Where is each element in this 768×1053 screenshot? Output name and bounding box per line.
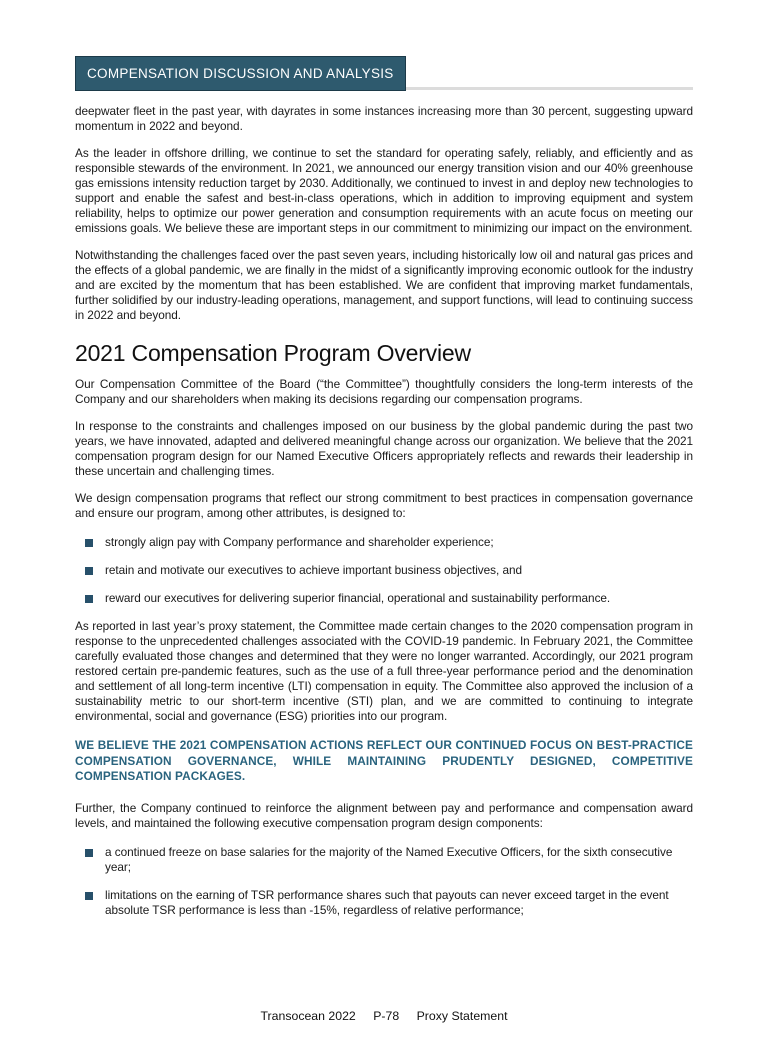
page-footer bbox=[0, 1009, 768, 1023]
paragraph-deepwater: deepwater fleet in the past year, with dayrates in some instances increasing more than 30 percent, suggesting upward momentum in 2022 and beyond. bbox=[75, 104, 693, 133]
square-bullet-icon bbox=[85, 849, 93, 857]
paragraph-design: We design compensation programs that reflect our strong commitment to best practices in compensation governance and ensure our program, among other attributes, is designed to: bbox=[75, 491, 693, 520]
list-item-text: retain and motivate our executives to achieve important business objectives, and bbox=[105, 563, 522, 577]
list-item-text: reward our executives for delivering superior financial, operational and sustainability performance. bbox=[105, 591, 611, 605]
section-heading: 2021 Compensation Program Overview bbox=[75, 340, 471, 366]
list-item bbox=[75, 535, 693, 550]
paragraph-committee: Our Compensation Committee of the Board (“the Committee”) thoughtfully considers the long-term interests of the Company and our shareholders when making its decisions regarding our compensation programs. bbox=[75, 377, 693, 406]
square-bullet-icon bbox=[85, 539, 93, 547]
callout-paragraph: WE BELIEVE THE 2021 COMPENSATION ACTIONS REFLECT OUR CONTINUED FOCUS ON BEST-PRACTICE COMPENSATION GOVERNANCE, WHILE MAINTAINING PRUDENTLY DESIGNED, COMPETITIVE COMPENSATION PACKAGES. bbox=[75, 738, 693, 783]
paragraph-leader: As the leader in offshore drilling, we continue to set the standard for operating safely, reliably, and efficiently and as responsible stewards of the environment. In 2021, we announced our energy transition vision and our 40% greenhouse gas emissions intensity reduction target by 2030. Additionally, we continued to invest in and deploy new technologies to support and enable the safest and best-in-class operations, which in addition to improving equipment and system reliability, helps to optimize our power generation and consumption requirements with an acute focus on meeting our emissions goals. We believe these are important steps in our commitment to minimizing our impact on the environment. bbox=[75, 146, 693, 235]
footer-page-number: P-78 bbox=[373, 1009, 400, 1023]
footer-doc-title: Proxy Statement bbox=[416, 1009, 508, 1023]
paragraph-reported: As reported in last year’s proxy statement, the Committee made certain changes to the 2020 compensation program in response to the unprecedented challenges associated with the COVID-19 pandemic. In February 2021, the Committee carefully evaluated those changes and determined that they were no longer warranted. Accordingly, our 2021 program restored certain pre-pandemic features, such as the use of a full three-year performance period and the denomination and settlement of all long-term incentive (LTI) compensation in equity. The Committee also approved the inclusion of a sustainability metric to our short-term incentive (STI) plan, and we are committed to continuing to integrate environmental, social and governance (ESG) priorities into our program. bbox=[75, 619, 693, 723]
section-banner bbox=[75, 56, 693, 91]
square-bullet-icon bbox=[85, 567, 93, 575]
list-item bbox=[75, 888, 693, 918]
list-item bbox=[75, 591, 693, 606]
list-item-text: limitations on the earning of TSR performance shares such that payouts can never exceed target in the event absolute TSR performance is less than -15%, regardless of relative performance; bbox=[105, 887, 669, 917]
list-item-text: strongly align pay with Company performance and shareholder experience; bbox=[105, 535, 494, 549]
square-bullet-icon bbox=[85, 595, 93, 603]
list-item bbox=[75, 563, 693, 578]
design-components-list bbox=[75, 845, 693, 918]
banner-rule-divider bbox=[406, 87, 693, 90]
square-bullet-icon bbox=[85, 892, 93, 900]
design-goals-list bbox=[75, 535, 693, 606]
list-item bbox=[75, 845, 693, 875]
proxy-statement-page bbox=[0, 56, 768, 1053]
list-item-text: a continued freeze on base salaries for the majority of the Named Executive Officers, for the sixth consecutive year; bbox=[105, 844, 673, 874]
paragraph-notwithstanding: Notwithstanding the challenges faced over the past seven years, including historically low oil and natural gas prices and the effects of a global pandemic, we are finally in the midst of a significantly improving economic outlook for the industry and are excited by the momentum that has been established. We are confident that improving market fundamentals, further solidified by our industry-leading operations, management, and support functions, will lead to continuing success in 2022 and beyond. bbox=[75, 248, 693, 322]
paragraph-response: In response to the constraints and challenges imposed on our business by the global pandemic during the past two years, we have innovated, adapted and delivered meaningful change across our organization. We believe that the 2021 compensation program design for our Named Executive Officers appropriately reflects and rewards their leadership in these uncertain and challenging times. bbox=[75, 419, 693, 478]
section-banner-title: COMPENSATION DISCUSSION AND ANALYSIS bbox=[75, 56, 406, 91]
footer-brand: Transocean 2022 bbox=[260, 1009, 356, 1023]
paragraph-further: Further, the Company continued to reinforce the alignment between pay and performance and compensation award levels, and maintained the following executive compensation program design components: bbox=[75, 800, 693, 830]
